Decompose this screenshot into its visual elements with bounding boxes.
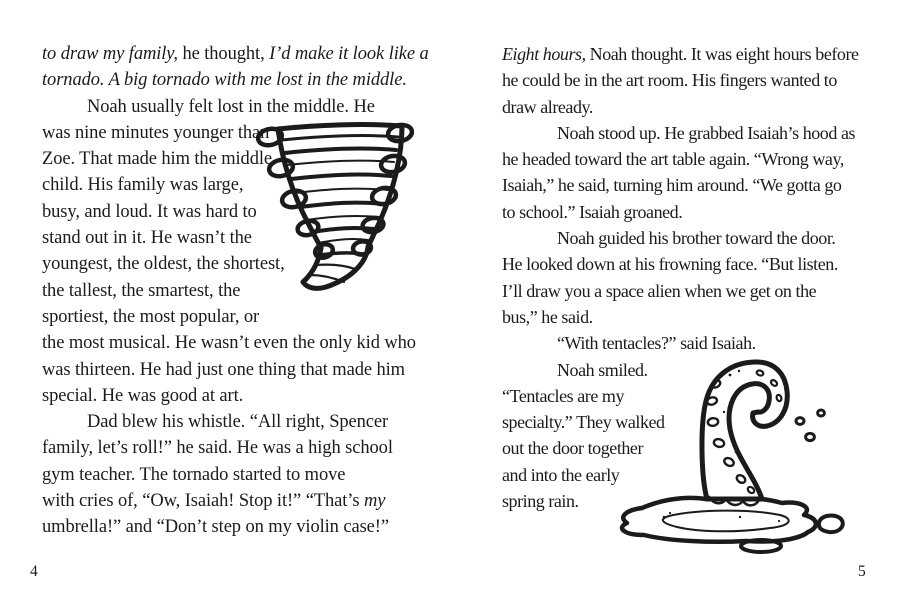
text-segment: Isaiah,” he said, turning him around. “We gotta go (502, 175, 842, 196)
text-line (42, 330, 454, 356)
text-segment: with cries of, “Ow, Isaiah! Stop it!” “That’s (42, 491, 364, 512)
text-segment: gym teacher. The tornado started to move (42, 464, 346, 485)
italic-text-segment: Eight hours (502, 44, 582, 64)
text-line (502, 120, 868, 146)
text-line (502, 146, 868, 172)
text-segment: youngest, the oldest, the shortest, (42, 254, 285, 275)
text-line (42, 278, 454, 304)
text-segment: he headed toward the art table again. “Wrong way, (502, 149, 844, 170)
text-line (502, 225, 868, 251)
text-line (502, 488, 868, 514)
text-segment: specialty.” They walked (502, 412, 665, 433)
text-line (42, 41, 454, 67)
text-segment: sportiest, the most popular, or (42, 306, 260, 327)
text-segment: umbrella!” and “Don’t step on my violin case!” (42, 517, 389, 538)
text-segment: was thirteen. He had just one thing that made him (42, 359, 405, 380)
text-line (42, 94, 454, 120)
page-number-left: 4 (30, 563, 38, 580)
text-segment: bus,” he said. (502, 306, 593, 327)
text-segment: Noah guided his brother toward the door. (557, 228, 836, 249)
text-line (502, 67, 868, 93)
text-segment: stand out in it. He wasn’t the (42, 228, 252, 249)
text-segment: to school.” Isaiah groaned. (502, 201, 683, 222)
text-segment: the tallest, the smartest, the (42, 280, 241, 301)
text-line (42, 435, 454, 461)
right-page-text (502, 41, 868, 514)
text-line (502, 409, 868, 435)
text-line (502, 330, 868, 356)
text-line (42, 225, 454, 251)
text-line (42, 199, 454, 225)
text-line (42, 488, 454, 514)
text-line (42, 172, 454, 198)
text-line (502, 357, 868, 383)
text-line (502, 462, 868, 488)
text-line (502, 94, 868, 120)
text-segment: Noah smiled. (557, 359, 648, 380)
text-line (42, 67, 454, 93)
text-segment: , Noah thought. It was eight hours before (581, 44, 859, 64)
text-segment: Noah stood up. He grabbed Isaiah’s hood as (557, 122, 856, 143)
text-segment: draw already. (502, 96, 593, 117)
text-line (42, 409, 454, 435)
text-segment: the most musical. He wasn’t even the only kid who (42, 333, 416, 354)
text-segment: “Tentacles are my (502, 385, 625, 406)
text-line (42, 120, 454, 146)
text-line (502, 383, 868, 409)
italic-text-segment: tornado. A big tornado with me lost in the middle. (42, 70, 407, 91)
italic-text-segment: my (363, 491, 386, 512)
text-segment: he could be in the art room. His fingers wanted to (502, 70, 837, 91)
text-segment: he thought, (177, 44, 270, 64)
text-line (42, 383, 454, 409)
page-number-right: 5 (858, 563, 866, 580)
text-segment: family, let’s roll!” he said. He was a high school (42, 438, 393, 459)
text-line (42, 357, 454, 383)
text-line (502, 172, 868, 198)
text-line (42, 514, 454, 540)
text-segment: He looked down at his frowning face. “But listen. (502, 254, 838, 275)
text-line (42, 304, 454, 330)
text-line (502, 251, 868, 277)
text-line (42, 251, 454, 277)
text-line (502, 41, 868, 67)
text-line (502, 304, 868, 330)
text-segment: child. His family was large, (42, 175, 244, 196)
left-page-text (42, 41, 454, 541)
text-segment: special. He was good at art. (42, 385, 244, 406)
text-segment: Dad blew his whistle. “All right, Spencer (87, 412, 389, 433)
text-segment: and into the early (502, 464, 620, 485)
puddle-blob-small (819, 516, 843, 533)
text-segment: “With tentacles?” said Isaiah. (557, 333, 756, 354)
text-line (502, 435, 868, 461)
text-line (42, 146, 454, 172)
text-line (502, 199, 868, 225)
puddle-drop-oval (741, 540, 781, 552)
text-line (42, 462, 454, 488)
text-segment: Zoe. That made him the middle (42, 149, 273, 170)
text-segment: was nine minutes younger than (42, 122, 270, 143)
text-segment: Noah usually felt lost in the middle. He (87, 96, 375, 117)
text-segment: spring rain. (502, 491, 579, 512)
italic-text-segment: to draw my family, (42, 44, 178, 64)
text-line (502, 278, 868, 304)
text-segment: out the door together (502, 438, 644, 459)
italic-text-segment: I’d make it look like a (269, 44, 429, 64)
text-segment: busy, and loud. It was hard to (42, 201, 257, 222)
text-segment: I’ll draw you a space alien when we get on the (502, 280, 817, 301)
